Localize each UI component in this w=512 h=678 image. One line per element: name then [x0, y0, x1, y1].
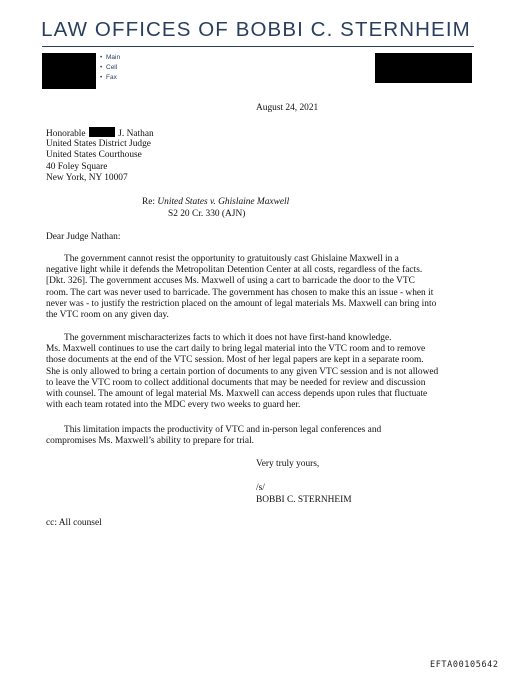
redacted-address-block: [42, 53, 96, 89]
address-line-3: 40 Foley Square: [46, 161, 108, 172]
cc-line: cc: All counsel: [46, 518, 102, 528]
contact-cell: • Cell: [100, 64, 118, 71]
document-id: EFTA00105642: [430, 660, 499, 670]
paragraph-3: This limitation impacts the productivity of VTC and in-person legal conferences and compromises Ms. Maxwell’s ability to prepare for trial.: [46, 425, 382, 447]
address-line-4: New York, NY 10007: [46, 173, 128, 183]
contact-fax: • Fax: [100, 74, 117, 81]
re-label: Re:: [142, 197, 156, 207]
re-line: [142, 197, 289, 208]
docket-number: S2 20 Cr. 330 (AJN): [168, 208, 246, 219]
firm-name: LAW OFFICES OF BOBBI C. STERNHEIM: [41, 18, 471, 41]
valediction: Very truly yours,: [256, 459, 320, 469]
address-line-1: United States District Judge: [46, 138, 151, 149]
signer-name: BOBBI C. STERNHEIM: [256, 495, 352, 505]
signature: /s/: [256, 483, 265, 493]
contact-main: • Main: [100, 54, 121, 61]
paragraph-2: The government mischaracterizes facts to which it does not have first-hand knowledge. Ms. Maxwell continues to use the cart daily to bring legal material into the VTC room and to remove those documents at the end of the VTC session. Most of her legal papers are kept in a separate room. She is only allowed to bring a certain portion of documents to any given VTC session and is not allowed to leave the VTC room to collect additional documents that may be needed for review and discussion with counsel. The amount of legal material Ms. Maxwell can access depends upon rules that fluctuate with each team rotated into the MDC every two weeks to guard her.: [46, 333, 439, 411]
greeting: Dear Judge Nathan:: [46, 232, 121, 242]
redacted-judge-name: [89, 127, 115, 137]
address-line-2: United States Courthouse: [46, 150, 142, 160]
paragraph-1: The government cannot resist the opportunity to gratuitously cast Ghislaine Maxwell in a negative light while it defends the Metropolitan Detention Center at all costs, regardless of the facts. [Dkt. 326]. The government accuses Ms. Maxwell of using a cart to barricade the door to the VTC room. The cart was never used to barricade. The government has chosen to make this an issue - when it never was - to justify the restriction placed on the amount of legal materials Ms. Maxwell can bring into the VTC room on any given day.: [46, 254, 437, 321]
letter-date: August 24, 2021: [256, 103, 319, 113]
redacted-contact-block: [375, 53, 472, 83]
judge-surname: J. Nathan: [118, 129, 154, 139]
letterhead-rule: [42, 46, 474, 47]
contact-list: [100, 53, 120, 83]
case-name: United States v. Ghislaine Maxwell: [157, 197, 290, 207]
salutation-prefix: Honorable: [46, 129, 86, 139]
